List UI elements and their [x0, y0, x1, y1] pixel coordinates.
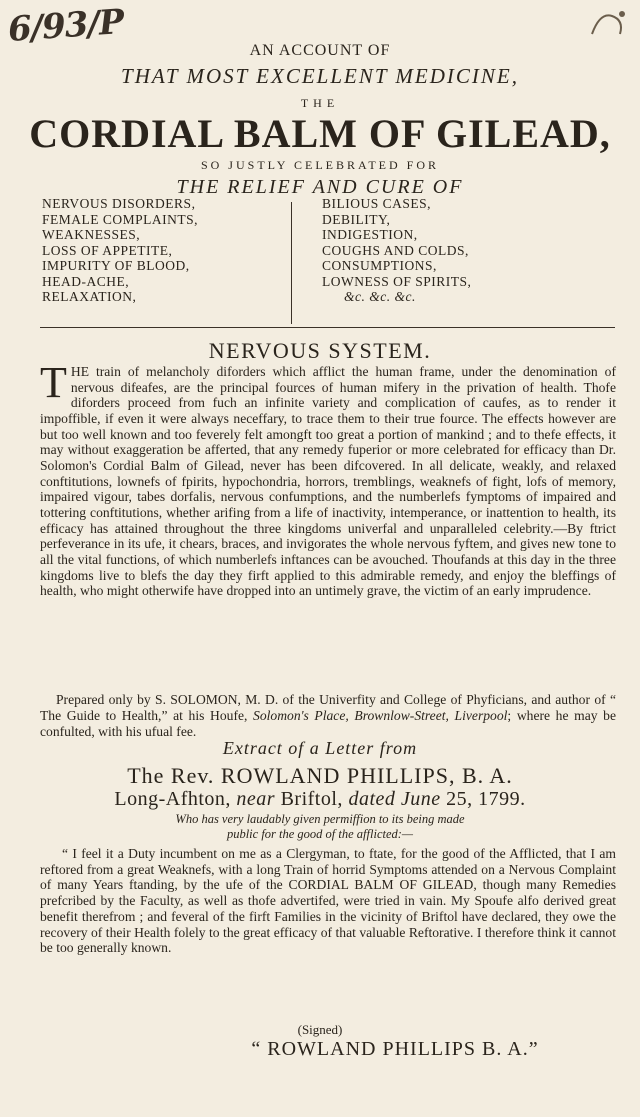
header-line-relief: THE RELIEF AND CURE OF: [176, 176, 464, 198]
condition-item: INDIGESTION,: [322, 227, 418, 242]
header-line-the: THE: [300, 96, 340, 110]
condition-etc: &c. &c. &c.: [344, 289, 416, 304]
header-line-celebrated: SO JUSTLY CELEBRATED FOR: [200, 158, 440, 172]
permission-line: Who has very laudably given permiffion to its being made: [175, 812, 465, 826]
permission-note: [0, 812, 640, 842]
conditions-left-list: [42, 196, 198, 305]
page-title: CORDIAL BALM OF GILEAD,: [29, 111, 611, 156]
prepared-by-paragraph: [40, 692, 616, 739]
location-date: 25, 1799.: [440, 788, 526, 810]
signed-label: (Signed): [297, 1022, 343, 1037]
location-dated: dated June: [348, 788, 441, 810]
condition-item: BILIOUS CASES,: [322, 196, 432, 211]
extract-heading: Extract of a Letter from: [222, 738, 418, 758]
header-line-medicine: THAT MOST EXCELLENT MEDICINE,: [121, 64, 519, 88]
header-line-account: AN ACCOUNT OF: [249, 42, 391, 59]
signature: “ ROWLAND PHILLIPS B. A.”: [251, 1038, 539, 1060]
section-divider: [40, 327, 615, 328]
conditions-right-list: [322, 196, 471, 305]
permission-line: public for the good of the afflicted:—: [226, 827, 414, 841]
condition-item: DEBILITY,: [322, 211, 391, 227]
condition-item: NERVOUS DISORDERS,: [42, 196, 196, 211]
prepared-text: Prepared only by S. SOLOMON, M. D. of the Univerfity and College of Phyficians, and author of “ The Guide to Health,” at his Houfe,: [40, 692, 616, 723]
prepared-address: Solomon's Place, Brownlow-Street, Liverpool: [253, 707, 508, 723]
body-text: HE train of melancholy diforders which afflict the human frame, under the denomination of nervous difeafes, are the principal fources of human mifery in the privation of health. Thofe diforders proceed from fuch an infinite variety and complication of caufes, as to render it impoffible, if even it were always neceffary, to trace them to their true fource. The effects however are but too well known and too feverely felt amongft too great a portion of mankind ; and to thefe effects, it may without exaggeration be afferted, that any remedy fuperior or more celebrated for efficacy than Dr. Solomon's Cordial Balm of Gilead, never has been difcovered. In all delicate, weakly, and relaxed conftitutions, lownefs of fpirits, hypochondria, horrors, tremblings, weaknefs of fight, lofs of memory, impaired vigour, tabes dorfalis, nervous confumptions, and the numberlefs fymptoms of impaired and tottering conftitutions, whether arifing from a life of inactivity, intemperance, or inattention to health, its efficacy has attained throughout the three kingdoms univerfal and unparalleled celebrity.—By ftrict perfeverance in its ufe, it chears, braces, and invigorates the whole nervous fyftem, and gives new tone to all the vital functions, of which numberlefs inftances can be avouched. Thoufands at this day in the three kingdoms live to blefs the day they firft applied to this admirable remedy, and enjoy the bleffings of health, who might otherwife have dropped into an untimely grave, the victim of an early imprudence.: [40, 364, 616, 599]
drop-cap: T: [40, 358, 67, 407]
column-divider: [291, 202, 292, 324]
section-title: NERVOUS SYSTEM.: [208, 338, 432, 363]
corner-stain-icon: [582, 4, 632, 44]
condition-item: RELAXATION,: [42, 289, 137, 304]
condition-item: FEMALE COMPLAINTS,: [42, 211, 199, 227]
location-town: Briftol,: [275, 788, 349, 810]
body-paragraph: [40, 358, 616, 599]
condition-item: HEAD-ACHE,: [42, 273, 130, 289]
condition-item: LOSS OF APPETITE,: [42, 242, 173, 258]
handwritten-catalogue-number: 6/93/P: [6, 2, 125, 50]
condition-item: WEAKNESSES,: [42, 227, 141, 242]
condition-item: LOWNESS OF SPIRITS,: [322, 273, 472, 289]
letter-text: “ I feel it a Duty incumbent on me as a Clergyman, to ftate, for the good of the Afflicted, that I am reftored from a great Weaknefs, with a long Train of horrid Symptoms attended on a Nervous Complaint of many Years ftanding, by the ufe of the CORDIAL BALM OF GILEAD, though many Remedies prefcribed by the Faculty, as well as thofe advertifed, were tried in vain. My Spoufe alfo derived great benefit therefrom ; and feveral of the firft Families in the vicinity of Briftol have declared, they owe the recovery of their Health folely to the great efficacy of that valuable Reftorative. I therefore think it cannot be too generally known.: [40, 846, 616, 956]
location-near: near: [236, 788, 276, 810]
condition-item: CONSUMPTIONS,: [322, 258, 437, 273]
letter-location: [0, 788, 640, 811]
condition-item: COUGHS AND COLDS,: [322, 242, 469, 258]
prepared-text-end: ; where he may be confulted, with his ufual fee.: [40, 707, 616, 739]
condition-item: IMPURITY OF BLOOD,: [42, 258, 190, 273]
location-place: Long-Afhton,: [114, 788, 237, 810]
letter-author: The Rev. ROWLAND PHILLIPS, B. A.: [127, 763, 513, 788]
